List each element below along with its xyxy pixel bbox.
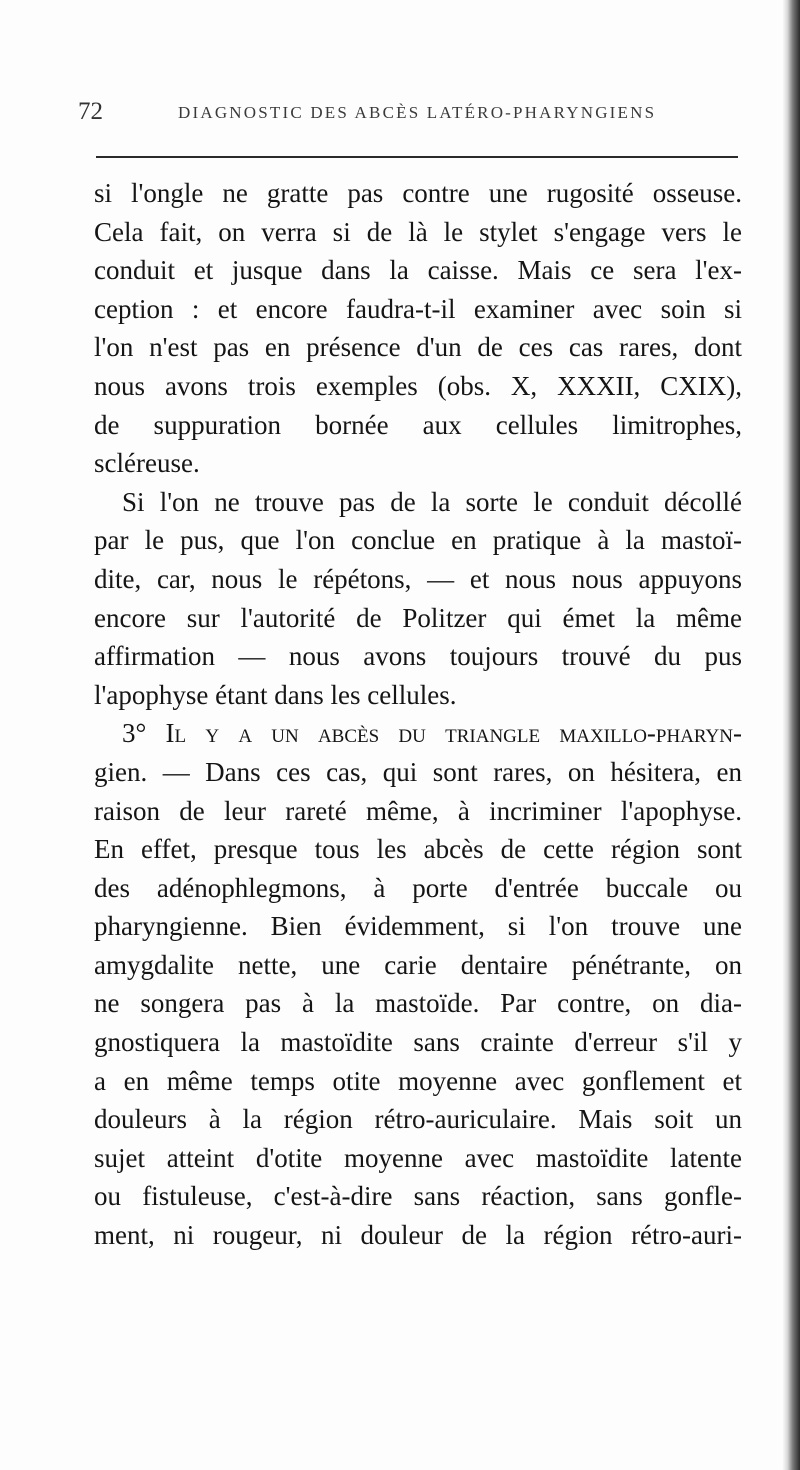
text-line: conduit et jusque dans la caisse. Mais ce sera l'ex- xyxy=(94,255,742,286)
text-line: des adénophlegmons, à porte d'entrée buccale ou xyxy=(94,872,742,903)
text-line: scléreuse. xyxy=(94,448,200,479)
text-line: a en même temps otite moyenne avec gonflement et xyxy=(94,1065,742,1096)
text-line: l'on n'est pas en présence d'un de ces cas rares, dont xyxy=(94,332,742,363)
text-line: sujet atteint d'otite moyenne avec mastoïdite latente xyxy=(94,1142,742,1173)
page-number: 72 xyxy=(78,98,103,125)
text-line: encore sur l'autorité de Politzer qui émet la même xyxy=(94,602,742,633)
text-line: pharyngienne. Bien évidemment, si l'on trouve une xyxy=(94,911,742,942)
text-line: ne songera pas à la mastoïde. Par contre, on dia- xyxy=(94,988,742,1019)
text-line: amygdalite nette, une carie dentaire pénétrante, on xyxy=(94,949,742,980)
running-head xyxy=(78,98,738,128)
text-line: En effet, presque tous les abcès de cette région sont xyxy=(94,834,742,865)
text-line: de suppuration bornée aux cellules limitrophes, xyxy=(94,409,742,440)
body-text xyxy=(94,174,742,1255)
header-rule xyxy=(96,156,738,158)
text-line: gien. — Dans ces cas, qui sont rares, on hésitera, en xyxy=(94,756,742,787)
text-line: ou fistuleuse, c'est-à-dire sans réaction, sans gonfle- xyxy=(94,1181,742,1212)
section-heading-line: 3° Il y a un abcès du triangle maxillo-pharyn- xyxy=(122,718,742,749)
text-line: si l'ongle ne gratte pas contre une rugosité osseuse. xyxy=(94,178,742,208)
text-line: gnostiquera la mastoïdite sans crainte d'erreur s'il y xyxy=(94,1027,742,1058)
text-line: par le pus, que l'on conclue en pratique à la mastoï- xyxy=(94,525,742,556)
paragraph-first-line: Si l'on ne trouve pas de la sorte le conduit décollé xyxy=(122,486,742,517)
text-line: l'apophyse étant dans les cellules. xyxy=(94,679,457,710)
text-line: raison de leur rareté même, à incriminer l'apophyse. xyxy=(94,795,742,826)
text-line: ception : et encore faudra-t-il examiner avec soin si xyxy=(94,293,742,324)
text-line: dite, car, nous le répétons, — et nous nous appuyons xyxy=(94,563,742,594)
page-edge-shadow xyxy=(782,0,800,1470)
text-line: Cela fait, on verra si de là le stylet s'engage vers le xyxy=(94,216,742,247)
text-line: ment, ni rougeur, ni douleur de la région rétro-auri- xyxy=(94,1220,742,1251)
text-line: affirmation — nous avons toujours trouvé du pus xyxy=(94,641,742,672)
text-line: douleurs à la région rétro-auriculaire. Mais soit un xyxy=(94,1104,742,1135)
running-head-title: DIAGNOSTIC DES ABCÈS LATÉRO-PHARYNGIENS xyxy=(178,103,657,122)
text-line: nous avons trois exemples (obs. X, XXXII, CXIX), xyxy=(94,370,742,401)
